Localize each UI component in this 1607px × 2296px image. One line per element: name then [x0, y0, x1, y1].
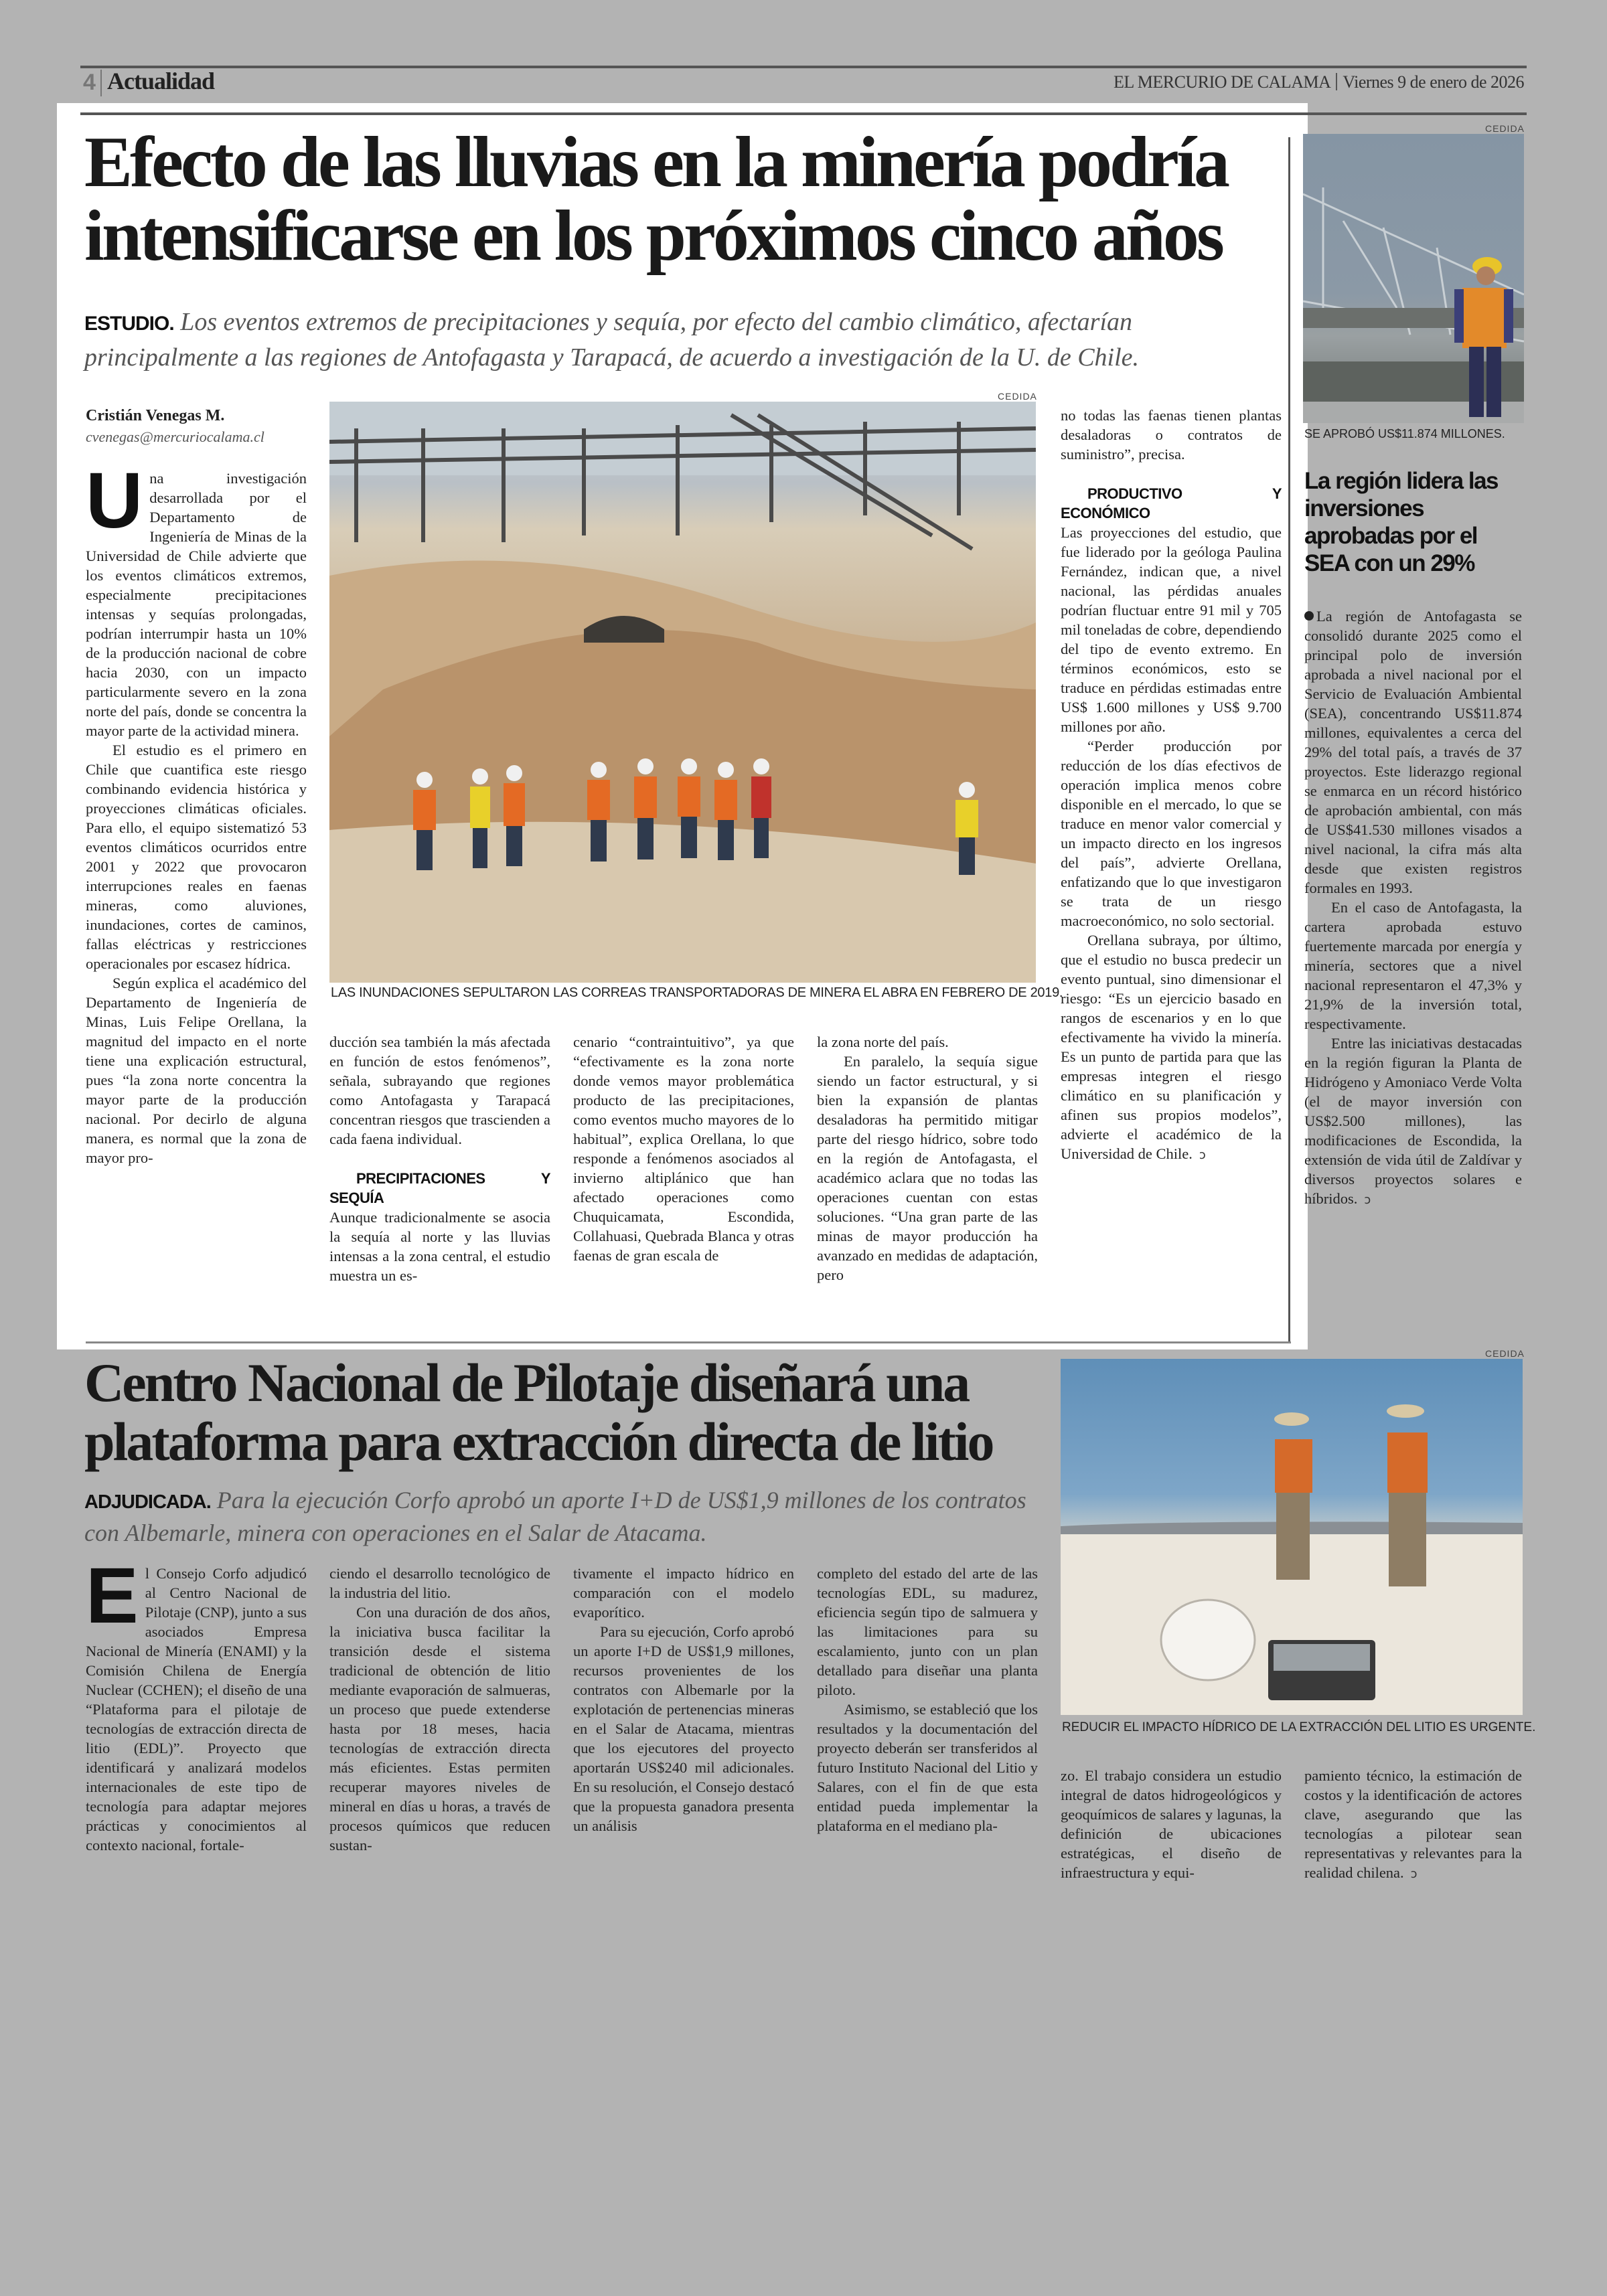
main-kicker: ESTUDIO.: [84, 313, 174, 335]
masthead: [1114, 72, 1524, 92]
publication-name: EL MERCURIO DE CALAMA: [1114, 72, 1331, 92]
header-separator: [100, 70, 102, 96]
second-column-2: [329, 1564, 550, 1855]
main-column-4: [817, 1032, 1038, 1285]
main-column-3: [573, 1032, 794, 1265]
column-divider: [1288, 137, 1290, 1342]
paragraph: Aunque tradicionalmente se asocia la sequía al norte y las lluvias intensas a la zona central, el estudio muestra un es-: [329, 1209, 550, 1284]
second-column-4: [817, 1564, 1038, 1835]
second-column-5: [1061, 1766, 1282, 1882]
paragraph: Entre las iniciativas destacadas en la región figuran la Planta de Hidrógeno y Amoniaco Verde Volta (el de mayor inversión con US$2.500 millones), las modificaciones de Escondida, la extensión de vida útil de Zaldívar y diversos proyectos solares e híbridos. ↄ: [1304, 1035, 1522, 1207]
paragraph: Las proyecciones del estudio, que fue liderado por la geóloga Paulina Fernández, indican que, a nivel nacional, las pérdidas anuales podrían fluctuar entre 91 mil y 705 mil toneladas de cobre, dependiendo del tipo de evento extremo. En términos económicos, esto se traduce en pérdidas estimadas entre US$ 1.600 millones y US$ 9.700 millones por año.: [1061, 524, 1282, 735]
second-column-6: [1304, 1766, 1522, 1884]
second-deck: [84, 1485, 1049, 1548]
paragraph: En paralelo, la sequía sigue siendo un factor estructural, y si bien la expansión de plantas desaladoras ha permitido mitigar parte del riesgo hídrico, sobre todo en la región de Antofagasta, el académico aclara que no todas las operaciones cuentan con estas soluciones. “Una gran parte de las minas de mayor producción ha avanzado en medidas de adaptación, pero: [817, 1053, 1038, 1283]
paragraph: El estudio es el primero en Chile que cuantifica este riesgo combinando evidencia histórica y proyecciones climáticas oficiales. Para ello, el equipo sistematizó 53 eventos climáticos ocurridos entre 2001 y 2022 que provocaron interrupciones reales en faenas mineras, como aluviones, inundaciones, cortes de caminos, fallas eléctricas y restricciones operacionales por escasez hídrica.: [86, 742, 307, 972]
main-deck-text: Los eventos extremos de precipitaciones y sequía, por efecto del cambio climático, afectarían principalmente a las regiones de Antofagasta y Tarapacá, de acuerdo a investigación de la U. de Chile.: [84, 308, 1140, 372]
paragraph: La región de Antofagasta se consolidó durante 2025 como el principal polo de inversión aprobada a nivel nacional por el Servicio de Evaluación Ambiental (SEA), concentrando US$11.874 millones, equivalentes a cerca del 29% del total país, a través de 37 proyectos. Este liderazgo regional se enmarca en un récord histórico de aprobación ambiental, con más de US$41.530 millones visados a nivel nacional, la cifra más alta desde que existen registros formales en 1993.: [1304, 608, 1522, 896]
sidebar-photo-caption: SE APROBÓ US$11.874 MILLONES.: [1304, 427, 1505, 440]
paragraph: ciendo el desarrollo tecnológico de la industria del litio.: [329, 1565, 550, 1601]
page-number: 4: [83, 70, 96, 95]
paragraph: zo. El trabajo considera un estudio integral de datos hidrogeológicos y geoquímicos de salares y lagunas, la definición de ubicaciones estratégicas, el diseño de infraestructura y equi-: [1061, 1767, 1282, 1881]
subhead-precipitaciones: PRECIPITACIONES Y SEQUÍA: [329, 1170, 550, 1206]
drop-cap: E: [86, 1552, 139, 1640]
paragraph: tivamente el impacto hídrico en comparación con el modelo evaporítico.: [573, 1565, 794, 1621]
paragraph: Para su ejecución, Corfo aprobó un aporte I+D de US$1,9 millones, recursos provenientes de los contratos con Albemarle por la explotación de pertenencias mineras en el Salar de Atacama, mientras que los ejecutores del proyecto aportarán US$240 mil adicionales. En su resolución, el Consejo destacó que la propuesta ganadora presenta un análisis: [573, 1623, 794, 1834]
end-of-article-icon: ↄ: [1199, 1148, 1206, 1162]
main-column-1: [86, 457, 307, 1167]
drop-cap: U: [86, 457, 143, 545]
paragraph: En el caso de Antofagasta, la cartera aprobada estuvo fuertemente marcada por energía y minería, sectores que a nivel nacional representaron el 47,3% y 21,9% de la inversión total, respectivamente.: [1304, 899, 1522, 1032]
header-rule: [80, 66, 1527, 68]
bullet-icon: [1304, 611, 1314, 621]
second-photo-credit: CEDIDA: [1485, 1348, 1525, 1359]
paragraph: Con una duración de dos años, la iniciativa busca facilitar la transición desde el sistema tradicional de obtención de litio mediante evaporación de salmueras, un proceso que puede extenderse hasta por 18 meses, hacia tecnologías de extracción directa más eficientes. Estas permiten recuperar mayores niveles de mineral en días u horas, a través de procesos químicos que reducen sustan-: [329, 1604, 550, 1854]
second-column-3: [573, 1564, 794, 1835]
main-column-5: [1061, 406, 1282, 1165]
mine-photo-illustration: [329, 402, 1036, 983]
main-column-2: [329, 1032, 550, 1285]
publication-date: Viernes 9 de enero de 2026: [1343, 72, 1524, 92]
main-headline: Efecto de las lluvias en la minería podría intensificarse en los próximos cinco años: [84, 122, 1227, 276]
sidebar-photo-credit: CEDIDA: [1485, 123, 1525, 134]
section-name: Actualidad: [107, 68, 215, 94]
second-photo-salar[interactable]: [1061, 1359, 1523, 1715]
photo-credit: CEDIDA: [998, 391, 1037, 402]
paragraph: El Consejo Corfo adjudicó al Centro Nacional de Pilotaje (CNP), junto a sus asociados Empresa Nacional de Minería (ENAMI) y la Comisión Chilena de Energía Nuclear (CCHEN); el diseño de una “Plataforma para el pilotaje de tecnologías de extracción directa de litio (EDL)”. Proyecto que identificará y analizará modelos internacionales de este tipo de tecnología para adaptar mejores prácticas y conocimientos al contexto nacional, fortale-: [86, 1552, 307, 1854]
paragraph: no todas las faenas tienen plantas desaladoras o contratos de suministro”, precisa.: [1061, 407, 1282, 463]
paragraph: cenario “contraintuitivo”, ya que “efectivamente es la zona norte donde vemos mayor problemática producto de las precipitaciones, como eventos mucho mayores de lo habitual”, explica Orellana, lo que responde a fenómenos asociados al invierno altiplánico que han afectado operaciones como Chuquicamata, Escondida, Collahuasi, Quebrada Blanca y otras faenas de gran escala de: [573, 1034, 794, 1264]
subhead-productivo: PRODUCTIVO Y ECONÓMICO: [1061, 485, 1282, 521]
paragraph: “Perder producción por reducción de los días efectivos de operación implica menos cobre disponible en el mercado, lo que se traduce en menor valor comercial y un impacto directo en los ingresos del país”, advierte Orellana, enfatizando que lo que investigaron se trata de un riesgo macroeconómico, no solo sectorial.: [1061, 738, 1282, 929]
author-name: Cristián Venegas M.: [86, 407, 225, 424]
paragraph: Según explica el académico del Departamento de Ingeniería de Minas, Luis Felipe Orellana, la magnitud del impacto en el norte tiene una explicación estructural, pues “la zona norte concentra la mayor parte de la producción nacional. Por decirlo de alguna manera, es normal que la zona de mayor pro-: [86, 975, 307, 1166]
salar-workers-illustration: [1061, 1359, 1523, 1715]
main-deck: [84, 305, 1276, 374]
second-kicker: ADJUDICADA.: [84, 1491, 211, 1513]
author-email[interactable]: cvenegas@mercuriocalama.cl: [86, 428, 264, 445]
paragraph: Asimismo, se estableció que los resultados y la documentación del proyecto deberán ser transferidos al futuro Instituto Nacional del Litio y Salares, con el fin de que esta entidad pueda implementar la plataforma en el mediano pla-: [817, 1701, 1038, 1834]
paragraph: Orellana subraya, por último, que el estudio no busca predecir un evento puntual, sino dimensionar el riesgo: “Es un ejercicio basado en rangos de escenarios y en lo que efectivamente ha vivido la minería. Es un punto de partida para que las empresas integren el riesgo climático en su planificación y afinen sus propios modelos”, advierte el académico de la Universidad de Chile. ↄ: [1061, 932, 1282, 1162]
sidebar-photo-worker[interactable]: [1303, 134, 1524, 423]
paragraph: Una investigación desarrollada por el Departamento de Ingeniería de Minas de la Universidad de Chile advierte que los eventos climáticos extremos, especialmente precipitaciones intensas y sequías prolongadas, podrían interrumpir hasta un 10% de la producción nacional de cobre hacia 2030, con un impacto particularmente severo en la zona norte del país, donde se concentra la mayor parte de la actividad minera.: [86, 457, 307, 739]
article-divider: [86, 1341, 1291, 1343]
end-of-article-icon: ↄ: [1410, 1867, 1418, 1881]
sidebar-headline: La región lidera las inversiones aprobadas por el SEA con un 29%: [1304, 468, 1498, 576]
second-column-1: [86, 1552, 307, 1855]
paragraph: ducción sea también la más afectada en función de estos fenómenos”, señala, subrayando que regiones como Antofagasta y Tarapacá concentran riesgos que trascienden a cada faena individual.: [329, 1034, 550, 1147]
second-headline: Centro Nacional de Pilotaje diseñará una plataforma para extracción directa de litio: [84, 1352, 993, 1472]
masthead-separator: [1336, 73, 1337, 90]
second-photo-caption: REDUCIR EL IMPACTO HÍDRICO DE LA EXTRACCIÓN DEL LITIO ES URGENTE.: [1062, 1720, 1536, 1734]
main-photo-mine-flood[interactable]: [329, 402, 1036, 983]
main-photo-caption: LAS INUNDACIONES SEPULTARON LAS CORREAS TRANSPORTADORAS DE MINERA EL ABRA EN FEBRERO DE 2019.: [331, 985, 1063, 1000]
second-deck-text: Para la ejecución Corfo aprobó un aporte I+D de US$1,9 millones de los contratos con Albemarle, minera con operaciones en el Salar de Atacama.: [84, 1487, 1026, 1546]
end-of-article-icon: ↄ: [1364, 1193, 1371, 1207]
paragraph: pamiento técnico, la estimación de costos y la identificación de actores clave, asegurando que las tecnologías a pilotear sean representativas y relevantes para la realidad chilena. ↄ: [1304, 1767, 1522, 1881]
solar-worker-illustration: [1303, 134, 1524, 423]
paragraph: completo del estado del arte de las tecnologías EDL, su madurez, eficiencia según tipo de salmuera y las limitaciones para su escalamiento, junto con un plan detallado para diseñar una planta piloto.: [817, 1565, 1038, 1698]
article-top-rule: [80, 112, 1527, 115]
paragraph: la zona norte del país.: [817, 1034, 949, 1050]
sidebar-body: [1304, 606, 1522, 1210]
